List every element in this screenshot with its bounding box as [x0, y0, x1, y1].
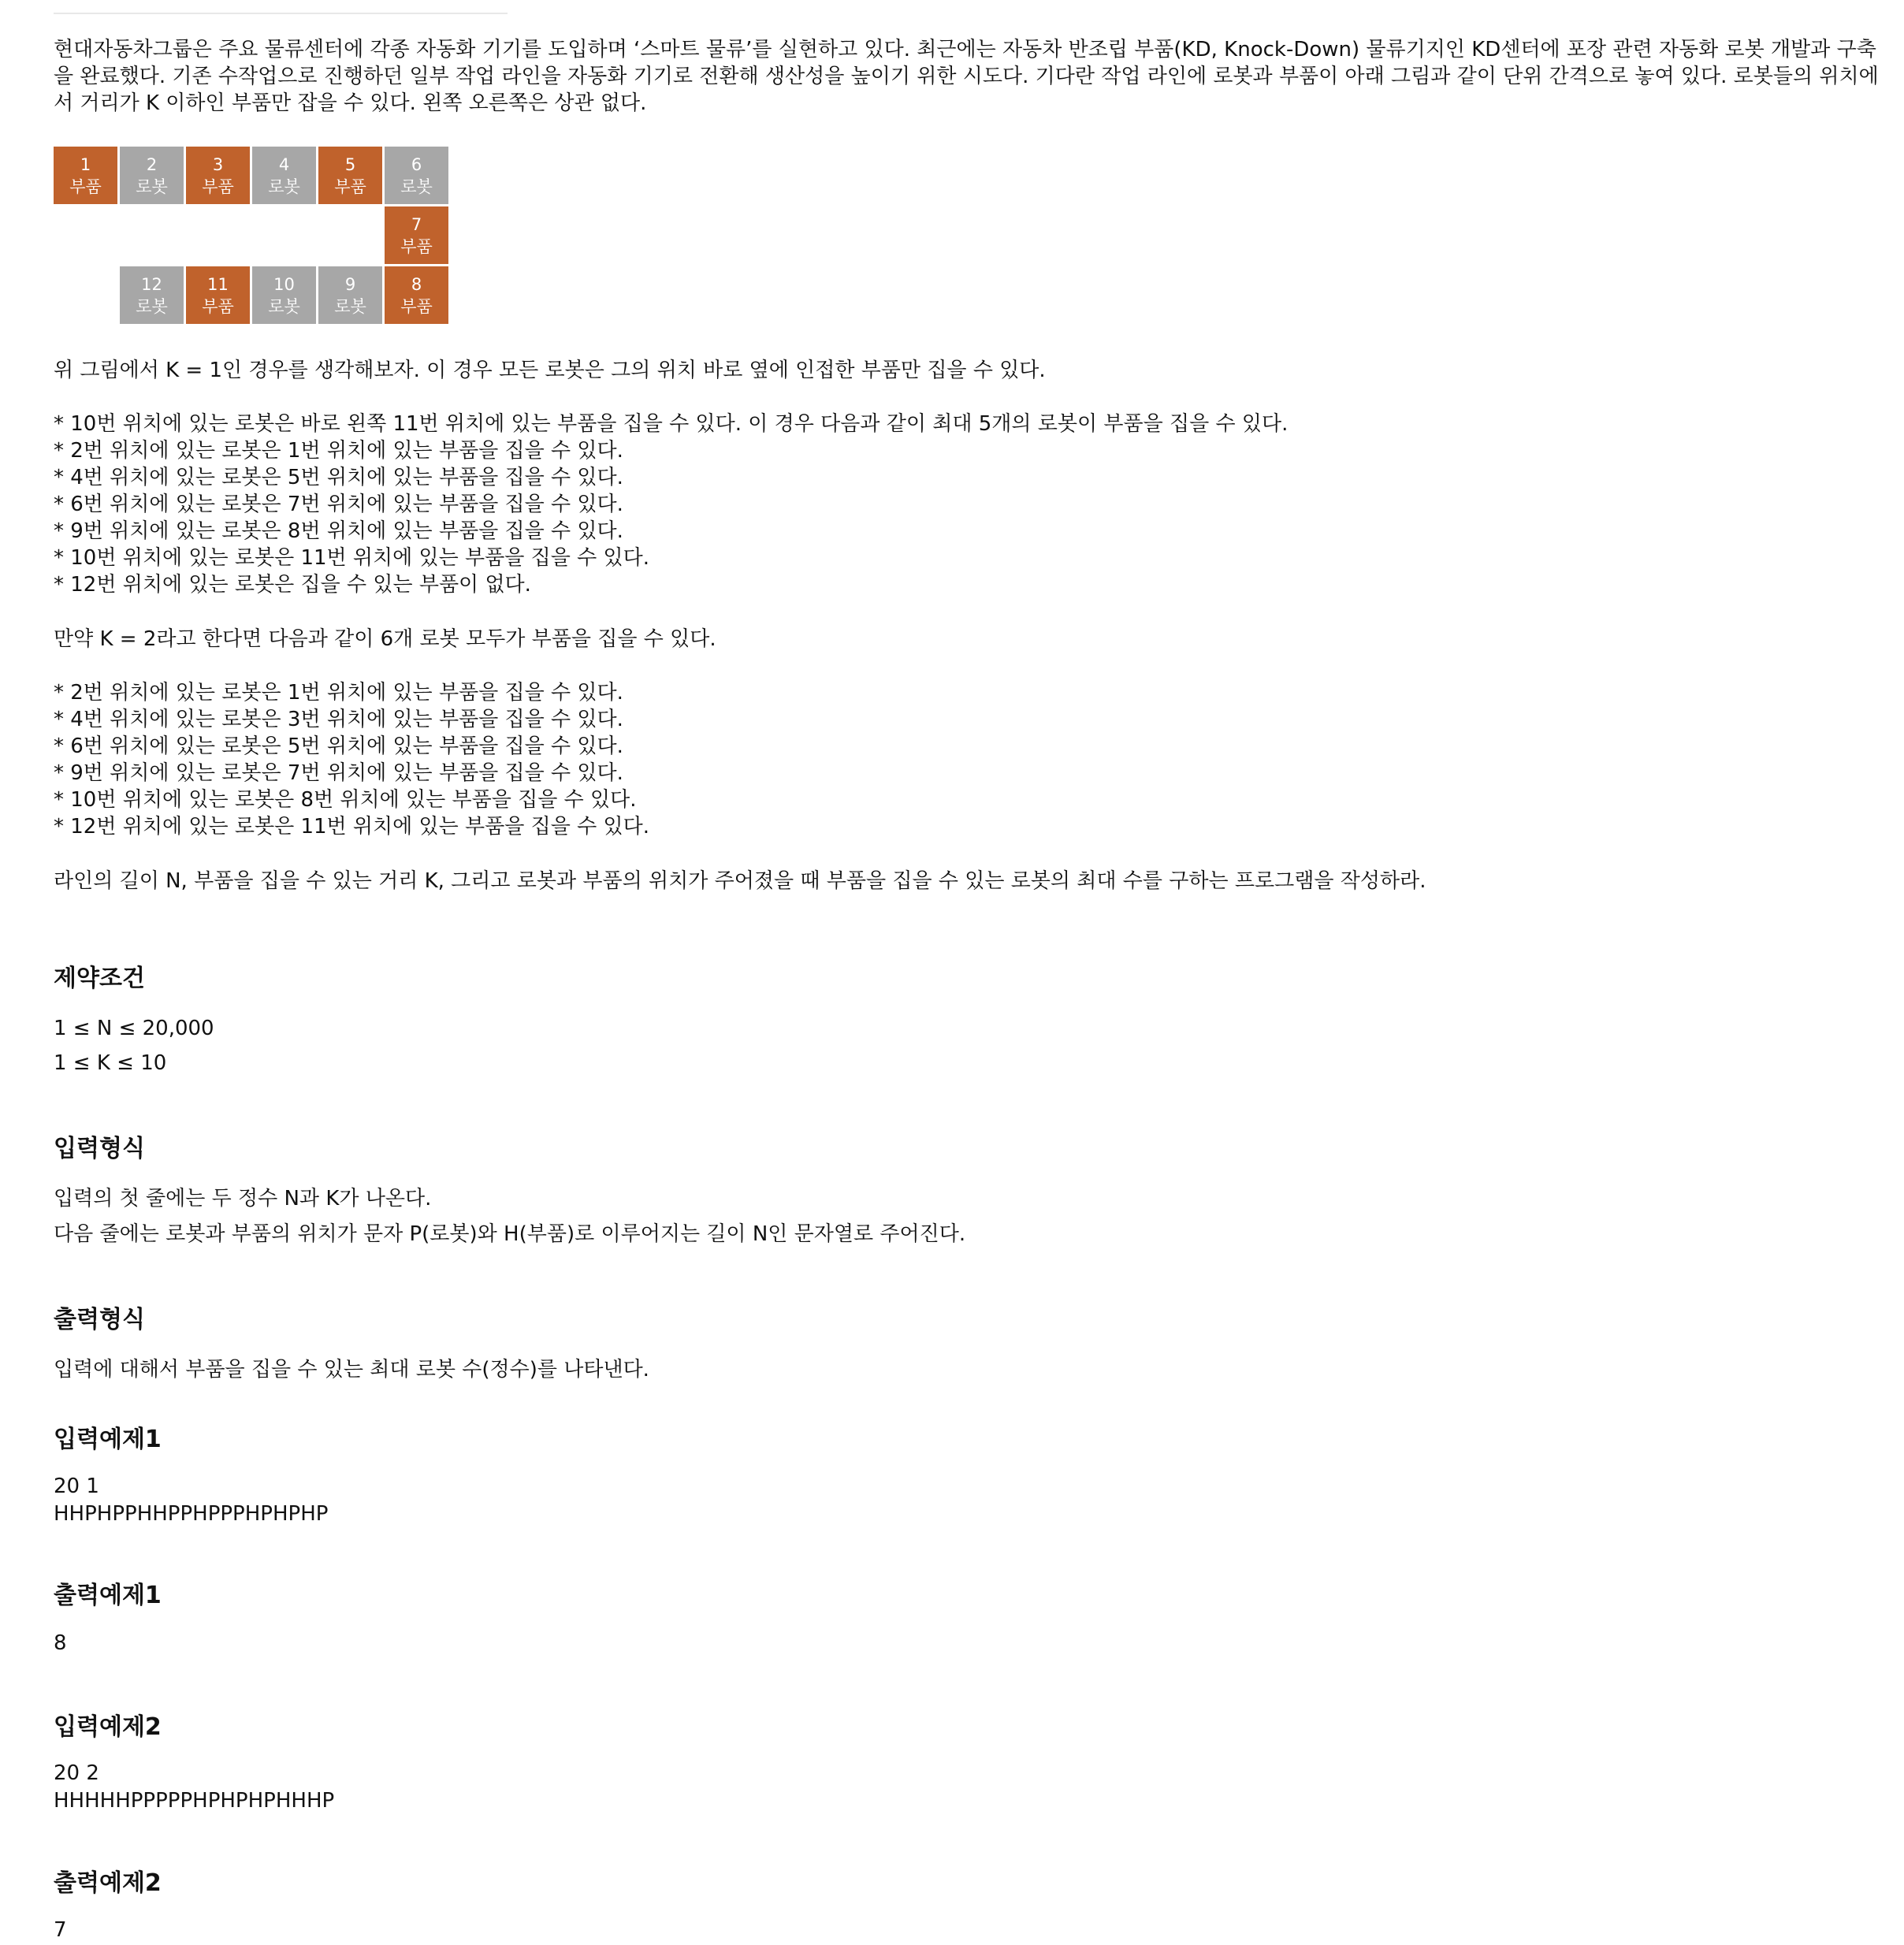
list-item: * 2번 위치에 있는 로봇은 1번 위치에 있는 부품을 집을 수 있다.	[54, 439, 623, 463]
cell-label: 로봇	[268, 296, 300, 316]
k2-list	[54, 679, 1890, 840]
list-item: * 10번 위치에 있는 로봇은 8번 위치에 있는 부품을 집을 수 있다.	[54, 788, 637, 812]
k1-intro: 위 그림에서 K = 1인 경우를 생각해보자. 이 경우 모든 로봇은 그의 위치 바로 옆에 인접한 부품만 집을 수 있다.	[54, 359, 1046, 382]
diagram-cell	[120, 266, 184, 324]
cell-number: 6	[411, 154, 422, 174]
example-output-1-heading: 출력예제1	[54, 1582, 162, 1609]
k1-list	[54, 411, 1890, 598]
example-line: HHHHHPPPPPHPHPHPHHHP	[54, 1789, 335, 1813]
diagram-cell	[186, 147, 250, 204]
cell-number: 9	[344, 274, 356, 294]
task-text: 라인의 길이 N, 부품을 집을 수 있는 거리 K, 그리고 로봇과 부품의 위치가 주어졌을 때 부품을 집을 수 있는 로봇의 최대 수를 구하는 프로그램을 작성하라.	[54, 869, 1426, 893]
cell-number: 2	[146, 154, 158, 174]
cell-label: 로봇	[334, 296, 366, 316]
diagram-cell	[120, 147, 184, 204]
cell-label: 부품	[400, 296, 433, 316]
example-line: 7	[54, 1918, 67, 1942]
cell-label: 로봇	[136, 177, 168, 196]
example-line: 8	[54, 1631, 67, 1655]
output-format-line: 입력에 대해서 부품을 집을 수 있는 최대 로봇 수(정수)를 나타낸다.	[54, 1358, 649, 1382]
cell-number: 5	[344, 154, 356, 174]
k2-intro: 만약 K = 2라고 한다면 다음과 같이 6개 로봇 모두가 부품을 집을 수 있다.	[54, 627, 716, 651]
diagram-cell	[54, 147, 117, 204]
list-item: * 4번 위치에 있는 로봇은 3번 위치에 있는 부품을 집을 수 있다.	[54, 708, 623, 731]
diagram-cell	[318, 147, 382, 204]
top-divider	[54, 13, 508, 14]
diagram-cell	[186, 266, 250, 324]
example-line: 20 2	[54, 1761, 99, 1785]
cell-label: 로봇	[268, 177, 300, 196]
line-diagram	[54, 147, 451, 329]
list-item: * 9번 위치에 있는 로봇은 8번 위치에 있는 부품을 집을 수 있다.	[54, 519, 623, 543]
k2-explanation	[54, 626, 1890, 653]
input-format-text	[54, 1181, 965, 1252]
constraints-heading: 제약조건	[54, 965, 145, 992]
cell-label: 부품	[202, 296, 234, 316]
example-output-2	[54, 1917, 67, 1944]
diagram-cell	[318, 266, 382, 324]
cell-number: 1	[80, 154, 91, 174]
cell-number: 4	[278, 154, 290, 174]
list-item: * 6번 위치에 있는 로봇은 7번 위치에 있는 부품을 집을 수 있다.	[54, 493, 623, 516]
list-item: * 12번 위치에 있는 로봇은 집을 수 있는 부품이 없다.	[54, 573, 531, 597]
constraints-list	[54, 1011, 214, 1080]
list-item: * 12번 위치에 있는 로봇은 11번 위치에 있는 부품을 집을 수 있다.	[54, 815, 650, 839]
constraint-line: 1 ≤ K ≤ 10	[54, 1051, 167, 1075]
cell-label: 부품	[400, 236, 433, 256]
example-output-1	[54, 1630, 67, 1657]
cell-number: 11	[207, 274, 229, 294]
output-format-text	[54, 1352, 649, 1387]
input-format-line: 다음 줄에는 로봇과 부품의 위치가 문자 P(로봇)와 H(부품)로 이루어지는 길이 N인 문자열로 주어진다.	[54, 1222, 966, 1246]
intro-paragraph: 현대자동차그룹은 주요 물류센터에 각종 자동화 기기를 도입하며 ‘스마트 물류’를 실현하고 있다. 최근에는 자동차 반조립 부품(KD, Knock-Down) 물류기지인 KD센터에 포장 관련 자동화 로봇 개발과 구축을 완료했다. 기존 수작업으로 진행하던 일부 작업 라인을 자동화 기기로 전환해 생산성을 높이기 위한 시도다. 기다란 작업 라인에 로봇과 부품이 아래 그림과 같이 단위 간격으로 놓여 있다. 로봇들의 위치에서 거리가 K 이하인 부품만 잡을 수 있다. 왼쪽 오른쪽은 상관 없다.	[54, 38, 1879, 115]
cell-number: 12	[141, 274, 162, 294]
example-output-2-heading: 출력예제2	[54, 1869, 162, 1897]
cell-number: 8	[411, 274, 422, 294]
list-item: * 4번 위치에 있는 로봇은 5번 위치에 있는 부품을 집을 수 있다.	[54, 466, 623, 489]
cell-label: 부품	[334, 177, 366, 196]
diagram-cell	[385, 266, 448, 324]
cell-number: 3	[212, 154, 224, 174]
diagram-cell	[385, 206, 448, 264]
example-line: 20 1	[54, 1475, 99, 1498]
input-format-line: 입력의 첫 줄에는 두 정수 N과 K가 나온다.	[54, 1187, 432, 1211]
cell-label: 부품	[69, 177, 102, 196]
diagram-cell	[252, 147, 316, 204]
constraint-line: 1 ≤ N ≤ 20,000	[54, 1017, 214, 1040]
cell-label: 부품	[202, 177, 234, 196]
list-item: * 10번 위치에 있는 로봇은 바로 왼쪽 11번 위치에 있는 부품을 집을 수 있다. 이 경우 다음과 같이 최대 5개의 로봇이 부품을 집을 수 있다.	[54, 412, 1289, 436]
example-input-1	[54, 1473, 328, 1528]
cell-label: 로봇	[400, 177, 433, 196]
diagram-cell	[252, 266, 316, 324]
list-item: * 10번 위치에 있는 로봇은 11번 위치에 있는 부품을 집을 수 있다.	[54, 546, 650, 570]
example-input-1-heading: 입력예제1	[54, 1426, 162, 1453]
example-line: HHPHPPHHPPHPPPHPHPHP	[54, 1502, 329, 1526]
list-item: * 2번 위치에 있는 로봇은 1번 위치에 있는 부품을 집을 수 있다.	[54, 681, 623, 705]
output-format-heading: 출력형식	[54, 1306, 145, 1333]
k1-explanation	[54, 357, 1890, 384]
diagram-cell	[385, 147, 448, 204]
example-input-2-heading: 입력예제2	[54, 1713, 162, 1741]
input-format-heading: 입력형식	[54, 1135, 145, 1162]
task-statement	[54, 868, 1890, 894]
cell-label: 로봇	[136, 296, 168, 316]
list-item: * 9번 위치에 있는 로봇은 7번 위치에 있는 부품을 집을 수 있다.	[54, 761, 623, 785]
example-input-2	[54, 1760, 334, 1815]
cell-number: 10	[273, 274, 295, 294]
list-item: * 6번 위치에 있는 로봇은 5번 위치에 있는 부품을 집을 수 있다.	[54, 734, 623, 758]
cell-number: 7	[411, 214, 422, 234]
